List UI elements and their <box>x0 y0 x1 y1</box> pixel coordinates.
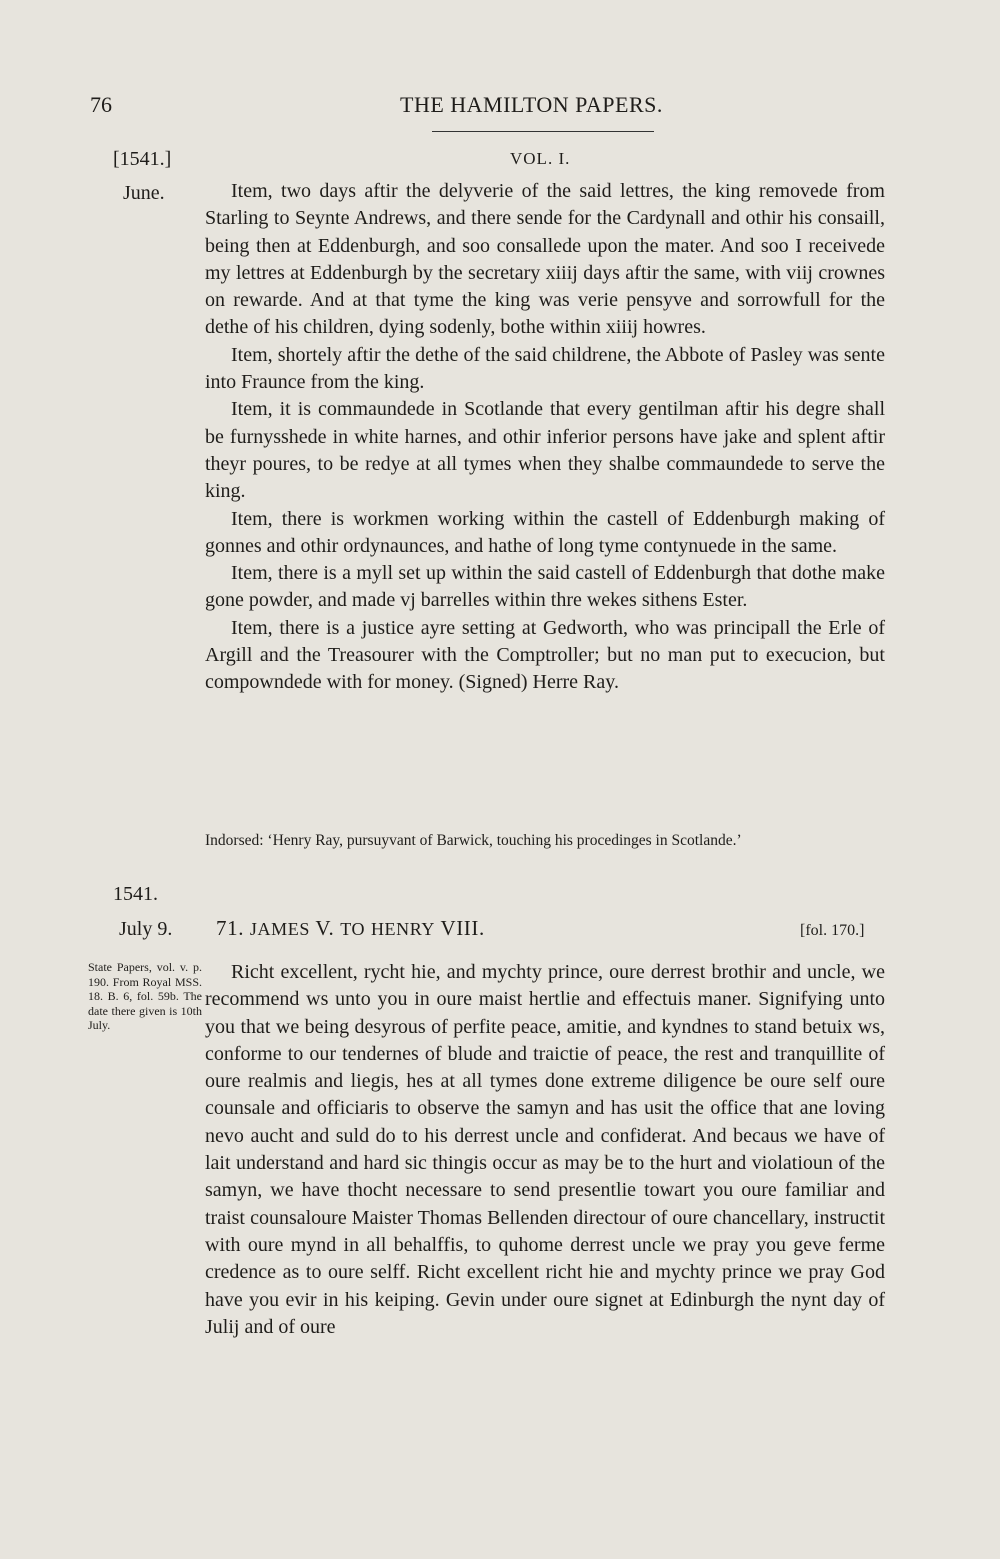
letter-heading <box>216 916 485 941</box>
recipient-numeral: VIII. <box>440 916 485 940</box>
paragraph: Item, there is a myll set up within the said castell of Eddenburgh that dothe make gone powder, and made vj barrelles within thre wekes sithens Ester. <box>205 562 885 612</box>
letter-body <box>205 959 885 1341</box>
header-rule <box>432 131 654 132</box>
sender-numeral: V. <box>315 916 335 940</box>
paragraph: Item, it is commaundede in Scotlande that every gentilman aftir his degre shall be furnysshede in white harnes, and othir inferior persons have jake and splent aftir theyr poures, to be redye at all tymes when they shalbe commaundede to serve the king. <box>205 398 885 503</box>
page-header <box>90 92 890 132</box>
letter-year: 1541. <box>113 883 158 905</box>
year-marginal: [1541.] <box>113 148 172 170</box>
page-number: 76 <box>90 92 112 117</box>
item-list <box>205 178 885 697</box>
folio-reference: [fol. 170.] <box>800 922 865 939</box>
recipient-name: HENRY <box>370 919 435 939</box>
sender-name: JAMES <box>249 919 310 939</box>
paragraph: Richt excellent, rycht hie, and mychty prince, oure derrest brothir and uncle, we recommend ws unto you in oure maist hertlie and effectuis maner. Signifying unto you that we being desyrous of perfite peace, amitie, and kyndnes to stand betuix ws, conforme to our tendernes of blude and traictie of peace, the rest and tranquillite of oure realmis and liegis, hes at all tymes done extreme diligence be oure self oure counsale and officiaris to observe the samyn and has usit the office that ane loving nevo aucht and suld do to his derrest uncle and confiderat. And becaus we have of lait understand and hard sic thingis occur as may be to the hurt and violatioun of the samyn, we have thocht necessare to send presentlie towart you oure familiar and traist counsaloure Maister Thomas Bellenden directour of oure chancellary, instructit with oure mynd in all behalffis, to quhome derrest uncle we pray you geve ferme credence as to oure selff. Richt excellent richt hie and mychty prince we pray God have you evir in his keiping. Gevin under oure signet at Edinburgh the nynt day of Julij and of oure <box>205 961 885 1338</box>
letter-date: July 9. <box>119 918 173 940</box>
margin-note: State Papers, vol. v. p. 190. From Royal MSS. 18. B. 6, fol. 59b. The date there given is 10th July. <box>88 960 202 1032</box>
letter-number: 71. <box>216 916 245 940</box>
paragraph: Item, shortely aftir the dethe of the said childrene, the Abbote of Pasley was sente into Fraunce from the king. <box>205 343 885 394</box>
endorsement: Indorsed: ‘Henry Ray, pursuyvant of Barwick, touching his procedinges in Scotlande.’ <box>205 832 742 849</box>
paragraph: Item, two days aftir the delyverie of the said lettres, the king removede from Starling to Seynte Andrews, and there sende for the Cardynall and othir his consaill, being then at Eddenburgh, and soo consallede upon the mater. And soo I receivede my lettres at Eddenburgh by the secretary xiiij days aftir the same, with viij crownes on rewarde. And at that tyme the king was verie pensyve and sorrowfull for the dethe of his children, dying sodenly, bothe within xiiij howres. <box>205 180 885 339</box>
paragraph: Item, there is workmen working within the castell of Eddenburgh making of gonnes and othir ordynaunces, and hathe of long tyme contynuede in the same. <box>205 507 885 557</box>
paragraph: Item, there is a justice ayre setting at Gedworth, who was principall the Erle of Argill and the Treasourer with the Comptroller; but no man put to execucion, but compowndede with for money. (Signed) Herre Ray. <box>205 616 885 694</box>
month-marginal: June. <box>123 182 165 204</box>
running-title: THE HAMILTON PAPERS. <box>400 92 663 117</box>
volume-label: VOL. I. <box>510 149 571 168</box>
title-to: TO <box>340 919 366 939</box>
